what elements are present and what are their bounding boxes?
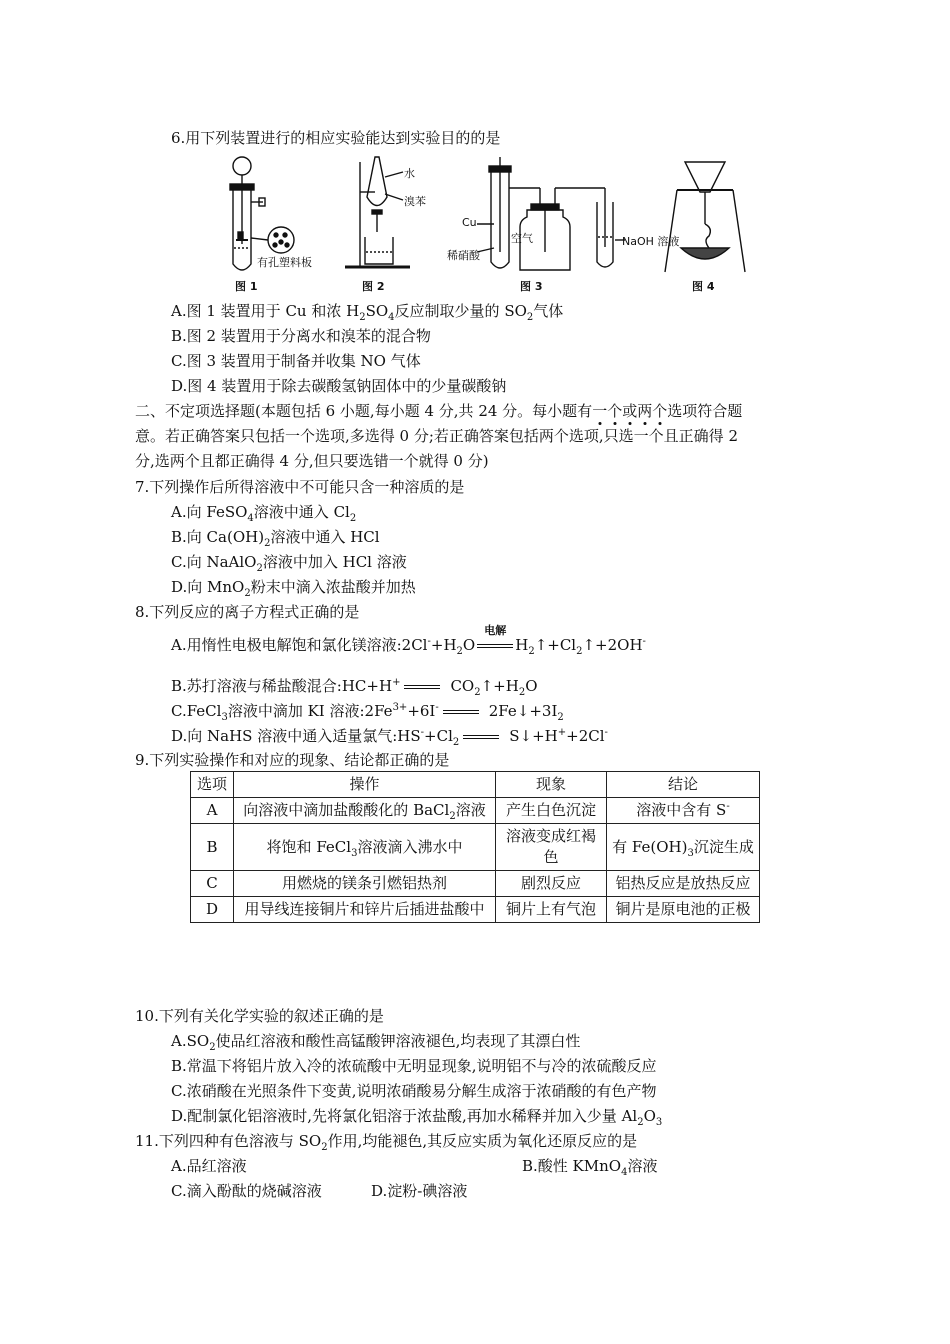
cell-option: B [191,824,234,871]
cell-option: A [191,798,234,824]
table-row [191,871,760,897]
label-air: 空气 [511,232,533,245]
electrolysis-condition: 电解 [484,624,507,637]
label-bromobenzene: 溴苯 [404,195,426,208]
section2-line1: 二、不定项选择题(本题包括 6 小题,每小题 4 分,共 24 分。每小题有一个或两个选项符合题 [135,402,743,420]
apparatus-drawing [215,152,755,297]
q7-option-d: D.向 MnO$_2$粉末中滴入浓盐酸并加热 [171,578,416,599]
q6-option-a: A.图 1 装置用于 Cu 和浓 $H_2SO_4$反应制取少量的 $SO_2$气体 [171,302,564,323]
q10-option-d: D.配制氯化铝溶液时,先将氯化铝溶于浓盐酸,再加水稀释并加入少量 $Al_2O_3$ [171,1107,663,1128]
q6-option-c: C.图 3 装置用于制备并收集 NO 气体 [171,352,421,370]
cell-operation: 用燃烧的镁条引燃铝热剂 [234,871,496,897]
table-row [191,897,760,923]
q9-stem: 9.下列实验操作和对应的现象、结论都正确的是 [135,751,450,769]
q6-stem: 6.用下列装置进行的相应实验能达到实验目的的是 [171,129,501,147]
header-option: 选项 [191,772,234,798]
label-naoh: NaOH 溶液 [622,235,680,248]
q8-option-b: B.苏打溶液与稀盐酸混合:HC+H+ $CO_2↑+H_2O$ [171,677,538,698]
label-porous-plate: 有孔塑料板 [257,256,312,269]
cell-operation: 用导线连接铜片和锌片后插进盐酸中 [234,897,496,923]
cell-conclusion: 有 $Fe(OH)_3$沉淀生成 [607,824,760,871]
table-row [191,798,760,824]
cell-phenomenon: 溶液变成红褐色 [496,824,607,871]
caption-fig2: 图 2 [362,280,385,293]
cell-phenomenon: 铜片上有气泡 [496,897,607,923]
section2-line3: 分,选两个且都正确得 4 分,但只要选错一个就得 0 分) [135,452,489,470]
q8-option-a: A.用惰性电极电解饱和氯化镁溶液$:2Cl^-+H_2O$ 电解 $H_2↑+Cl_2↑+2OH^-$ [171,635,646,655]
cell-option: D [191,897,234,923]
table-header-row [191,772,760,798]
cell-option: C [191,871,234,897]
cell-conclusion: 铝热反应是放热反应 [607,871,760,897]
q10-option-c: C.浓硝酸在光照条件下变黄,说明浓硝酸易分解生成溶于浓硝酸的有色产物 [171,1082,657,1100]
q11-option-c: C.滴入酚酞的烧碱溶液 [171,1182,322,1200]
q10-option-b: B.常温下将铝片放入冷的浓硫酸中无明显现象,说明铝不与冷的浓硫酸反应 [171,1057,657,1075]
q7-option-c: C.向 NaAlO$_2$溶液中加入 HCl 溶液 [171,553,407,574]
q10-stem: 10.下列有关化学实验的叙述正确的是 [135,1007,384,1025]
q7-stem: 7.下列操作后所得溶液中不可能只含一种溶质的是 [135,478,465,496]
q8-stem: 8.下列反应的离子方程式正确的是 [135,603,360,621]
q6-option-b: B.图 2 装置用于分离水和溴苯的混合物 [171,327,431,345]
cell-conclusion: 溶液中含有 S- [607,798,760,824]
q8-option-c: C.FeCl$_3$溶液中滴加 KI 溶液$:2Fe^{3+}+6I^-$ $2Fe↓+3I_2$ [171,702,564,723]
caption-fig3: 图 3 [520,280,543,293]
q10-option-a: $A.SO_2$使品红溶液和酸性高锰酸钾溶液褪色,均表现了其漂白性 [171,1032,581,1053]
q11-stem: 11.下列四种有色溶液与 $SO_2$作用,均能褪色,其反应实质为氧化还原反应的是 [135,1132,638,1153]
cell-conclusion: 铜片是原电池的正极 [607,897,760,923]
q11-option-b: B.酸性 KMnO$_4$溶液 [522,1157,658,1178]
label-water: 水 [404,167,415,180]
apparatus-figures [215,152,755,297]
label-dilute-nitric: 稀硝酸 [447,249,480,262]
cell-operation: 将饱和 FeCl$_3$溶液滴入沸水中 [234,824,496,871]
cell-operation: 向溶液中滴加盐酸酸化的 BaCl$_2$溶液 [234,798,496,824]
header-operation: 操作 [234,772,496,798]
q11-option-a: A.品红溶液 [171,1157,247,1175]
q11-option-d: D.淀粉-碘溶液 [371,1182,468,1200]
header-conclusion: 结论 [607,772,760,798]
section2-line2: 意。若正确答案只包括一个选项,多选得 0 分;若正确答案包括两个选项,只选一个且正确得 2 [135,427,738,445]
q8-option-d: D.向 NaHS 溶液中通入适量氯气$:HS^-+Cl_2$ S↓+H++2Cl- [171,727,608,748]
caption-fig1: 图 1 [235,280,258,293]
q7-option-a: A.向 FeSO$_4$溶液中通入 $Cl_2$ [171,503,357,524]
table-row [191,824,760,871]
label-cu: Cu [462,216,477,229]
q9-table [190,771,760,923]
header-phenomenon: 现象 [496,772,607,798]
caption-fig4: 图 4 [692,280,715,293]
cell-phenomenon: 产生白色沉淀 [496,798,607,824]
q6-option-d: D.图 4 装置用于除去碳酸氢钠固体中的少量碳酸钠 [171,377,507,395]
cell-phenomenon: 剧烈反应 [496,871,607,897]
q7-option-b: B.向 $Ca(OH)_2$溶液中通入 HCl [171,528,380,549]
